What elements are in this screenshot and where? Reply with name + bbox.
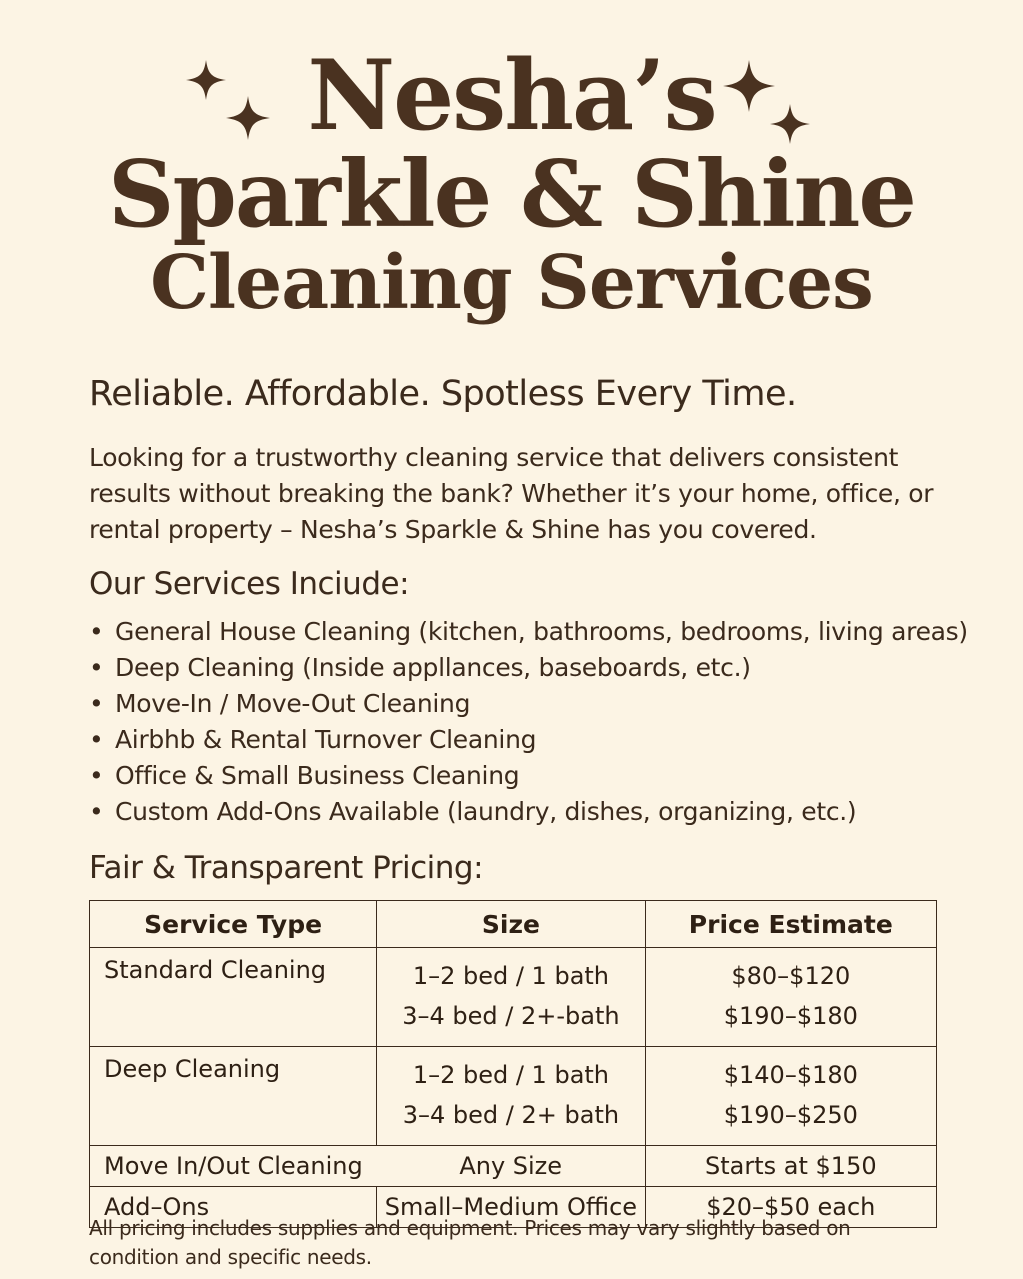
bullet-icon: •	[89, 653, 104, 682]
table-header-row	[90, 901, 937, 948]
list-item: • Move-In / Move-Out Cleaning	[89, 686, 968, 722]
service-type-cell: Deep Cleaning	[90, 1047, 377, 1146]
flyer-header	[0, 39, 1023, 326]
size-cell: Small–Medium Office	[377, 1187, 645, 1228]
column-header: Service Type	[90, 901, 377, 948]
service-type-cell: Standard Cleaning	[90, 948, 377, 1047]
pricing-footnote: All pricing includes supplies and equipment. Prices may vary slightly based on condition and specific needs.	[89, 1216, 851, 1269]
tagline: Reliable. Affordable. Spotless Every Time.	[89, 374, 797, 414]
list-item: • Office & Small Business Cleaning	[89, 758, 968, 794]
title-line-3: Cleaning Services	[150, 240, 873, 326]
title-line-1: Nesha’s	[307, 39, 716, 152]
bullet-icon: •	[89, 617, 104, 646]
bullet-icon: •	[89, 797, 104, 826]
price-cell: Starts at $150	[645, 1146, 936, 1187]
list-item: • Airbhb & Rental Turnover Cleaning	[89, 722, 968, 758]
size-cell: 1–2 bed / 1 bath 3–4 bed / 2+-bath	[377, 948, 645, 1047]
size-cell: 1–2 bed / 1 bath 3–4 bed / 2+ bath	[377, 1047, 645, 1146]
services-heading: Our Services Inciude:	[89, 566, 410, 602]
pricing-table	[89, 900, 937, 1228]
list-item: • General House Cleaning (kitchen, bathrooms, bedrooms, living areas)	[89, 614, 968, 650]
table-row	[90, 1047, 937, 1146]
pricing-heading: Fair & Transparent Pricing:	[89, 850, 484, 886]
price-cell: $20–$50 each	[645, 1187, 936, 1228]
list-item: • Deep Cleaning (Inside appllances, baseboards, etc.)	[89, 650, 968, 686]
bullet-icon: •	[89, 761, 104, 790]
price-cell: $80–$120 $190–$180	[645, 948, 936, 1047]
size-cell: Any Size	[377, 1146, 645, 1187]
column-header: Size	[377, 901, 645, 948]
title-line-2: Sparkle & Shine	[108, 140, 915, 248]
intro-paragraph: Looking for a trustworthy cleaning service that delivers consistent results without breaking the bank? Whether it’s your home, office, or rental property – Nesha’s Sparkle & Shine has you covered.	[89, 443, 934, 544]
bullet-icon: •	[89, 725, 104, 754]
price-cell: $140–$180 $190–$250	[645, 1047, 936, 1146]
column-header: Price Estimate	[645, 901, 936, 948]
list-item: • Custom Add-Ons Available (laundry, dishes, organizing, etc.)	[89, 794, 968, 830]
table-row	[90, 948, 937, 1047]
service-type-cell: Add–Ons	[90, 1187, 377, 1228]
table-row	[90, 1146, 937, 1187]
bullet-icon: •	[89, 689, 104, 718]
services-list	[89, 614, 968, 830]
service-type-cell: Move In/Out Cleaning	[90, 1146, 377, 1187]
